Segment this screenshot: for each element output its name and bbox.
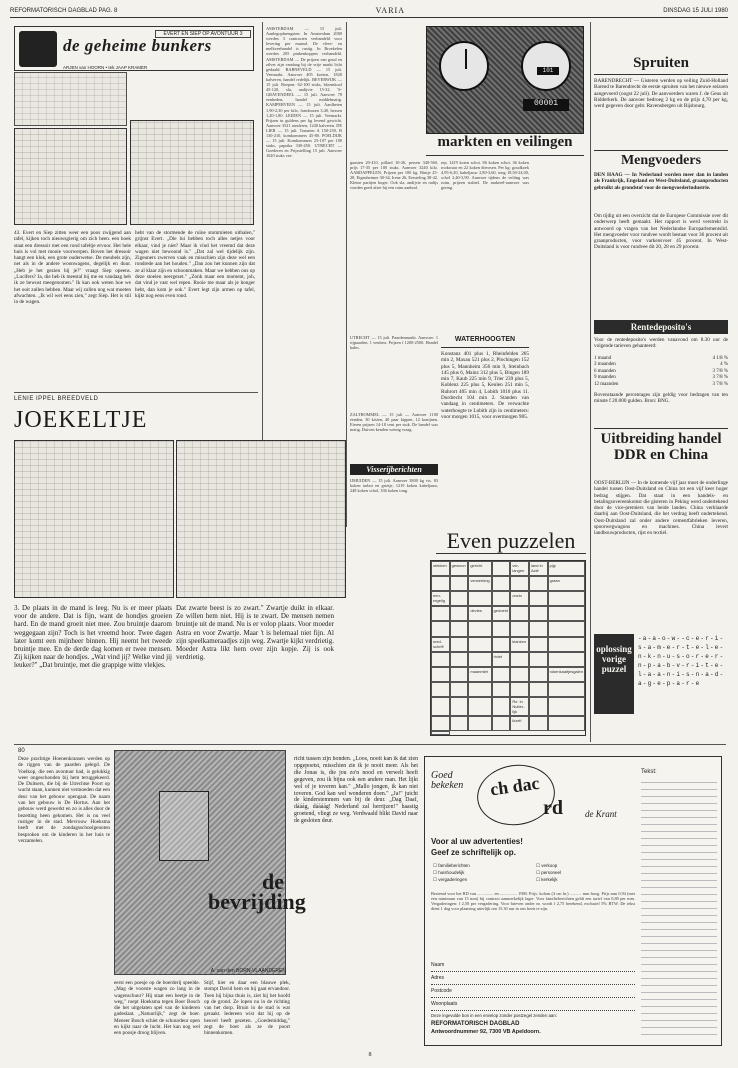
crossword-cell[interactable] <box>431 697 450 716</box>
meng-text: Om tijdig uit een overzicht dat de Europese Commissie over dit onderwerp heeft gemaakt. Het rapport is werd verstrekt in antwoord op vragen van het Nederlandse Europarlementslid. Het mengvoeder voor rundvee wordt bestaat voor 36 procent uit graanproducten, voor varkensvoer 45 procent. In West-Duitsland is voor rundvee dit 20, 28 en 29 procent. <box>594 213 728 251</box>
crossword-cell[interactable]: maanmiet <box>468 667 491 682</box>
zaltbommel-text: ZALTBOMMEL — 15 juli — Aanvoer 1100 eenden, 30 kisten, 40 paar kippen, 12 konijnen. Eieren prijzen 14-18 cent per stuk. De handel was matig. Duiven kenden weinig vraag. <box>350 412 438 433</box>
joekeltje-drawing-right <box>176 440 346 598</box>
ad-brand: ch dac <box>473 760 559 830</box>
rente-title: Rentedeposito's <box>594 320 728 334</box>
joekeltje-title: JOEKELTJE <box>14 407 148 433</box>
crossword-cell[interactable] <box>492 697 511 716</box>
masthead-date: DINSDAG 15 JULI 1980 <box>663 7 728 14</box>
rente-row: 6 maanden 3 7/8 % <box>594 368 728 374</box>
rente-intro: Voor de rentedeposito's werden vanavond om 8.30 uur de volgende tarieven gehanteerd: <box>594 337 728 350</box>
crossword-cell[interactable] <box>510 606 529 621</box>
crossword-cell[interactable] <box>431 667 450 682</box>
utrecht-text: UTRECHT — 15 juli. Paardenmarkt. Aanvoer: 1 rijpaarden, 1 veulens. Prijzen f 1200-2500. Handel kalm. <box>350 335 438 351</box>
ad-option-checkbox[interactable]: ☐ kerkelijk <box>536 877 558 882</box>
crossword-cell[interactable] <box>468 621 491 636</box>
rente-row: 9 maanden 3 7/8 % <box>594 375 728 381</box>
crossword-cell[interactable]: land in Azië <box>529 561 548 576</box>
crossword-cell[interactable] <box>450 652 469 667</box>
crossword-cell[interactable] <box>529 637 548 652</box>
markten-text-b: rep. 1419 koten schot. 86 koken schot. 36 koken rookwaar en 22 koken dierosen. Per kg: goudkoek 4,95-6,20, kabeljauw 2,80-3,60, tong 18,50-24,00, schol 2,40-3,90. Aanvoer tijdens de veiling was ruim, prijzen stabiel. De makreel-aanvoer was gering. <box>441 160 529 191</box>
crossword-cell[interactable]: gedoeld <box>492 606 511 621</box>
visserij-text: IJMUIDEN — 15 juli. Aanvoer 3800 kg vis. 83 koken tarbot en grietje, 1219 koken kabeljauw, 248 koken schol, 336 koken tong. <box>350 478 438 494</box>
crossword-cell[interactable]: gewoon <box>450 561 469 576</box>
ad-option-checkbox[interactable]: ☐ huishoudelijk <box>433 870 465 875</box>
ad-address-fields <box>431 959 635 1011</box>
bevrijding-text-left: Deze prachtige Hoenenkransen werden op de riggen van de paarden gelegd. De Voelkop, die een avontuur had, is gelukkig weer ongeschonden bij hem teruggekeerd. De Duitsers, die bij de Utrechtse Poort op wacht staan, kunnen niet vermoeden dat een deur van het gebouw opengaat. De naam van het gebouw is De Hortus. Aan het gebouw werd gewerkt en zo is alles door de bezetting heen gekomen. Het is nu veel rustiger in de stad. Mevrouw Hoeksma heeft met de zondagsschoolgenoten besproken om de kinderen in het huis te verzamelen. <box>18 756 110 844</box>
crossword-cell[interactable] <box>492 621 511 636</box>
crossword-cell[interactable] <box>529 591 548 606</box>
geheime-text-left: 43. Evert en Siep zitten weer een poos zwijgend aan tafel, kijken toch nieuwsgierig om zich heen. een hoek staat een dressoir met een rond tafeltje ervoor. Het hele huis is vol met mooie voorwerpen. Boven het dressoir hangt een klok, een grote ouderwetse. De meubels zijn, net als in de andere woonwagens, degelijk en duur. „Heb je het gezien bij je?" vraagt Siep opeens. „Lucifers? Ja, die heb ik meestal bij me en vandaag heb ik ze bewust meegenomen." Ik kan ook weten hoe we het ooit zullen hebben. Maar wij zullen nog wat moeten afwachten. „Ik wil wel eens zien," zegt Siep. Het is stil in de wagen. <box>14 230 131 306</box>
crossword-cell[interactable] <box>450 682 469 697</box>
bevrijding-number: 80 <box>18 748 25 754</box>
bevrijding-title: de bevrijding <box>208 869 306 914</box>
joekeltje-credit: LENIE IPPEL BREEDVELD <box>14 396 99 402</box>
bevrijding-credit: A. van den BORN-VLAANDEREN <box>210 968 286 974</box>
tekst-label: Tekst: <box>641 769 657 775</box>
tekst-lines[interactable] <box>641 779 717 1041</box>
crossword-cell[interactable] <box>492 637 511 652</box>
crossword-cell[interactable] <box>529 697 548 716</box>
markten-text-a: gaasten 20-410, pillard 10-26, persen 340-560, prijs 17-35 per 100 stuks. Aanvoer 3240 kilo. AARDAPPELEN. Prijzen per 100 kg. Bintje 25-28, Eigenheimer 30-34, Irene 26, Eersteling 38-42. Kleine partijen hoger. Ook sla, andijvie en radijs vonden goed afzet bij een ruim aanbod. <box>350 160 438 191</box>
bevrijding-text-right: richt tussen zijn honden. „Loos, nooit kan ik dat zien opgepoetst, misschien zie ik je nooit meer. Als het die Jonas is, die jou zo'n nood en verwelt heeft gegeven, zou ik bijna ook een andere man. Het lijkt wel of je toveren kan." „Mallo jongen, ik kan niet toveren. God kan wel wonderen doen." „Ja!" juicht de kinderstemmen van bij de deur. „Dag Daaf, dááág, dáááág! Nederland zal herrijzen!" haastig groetend, vliegt ze weg. Verdwaald blikt David naar de gesloten deur. <box>294 756 418 825</box>
rente-table <box>594 356 728 391</box>
puzzel-title: Even puzzelen <box>436 528 586 554</box>
crossword-cell[interactable] <box>450 576 469 591</box>
ad-option-checkbox[interactable]: ☐ vergaderingen <box>433 877 468 882</box>
crossword-cell[interactable] <box>510 682 529 697</box>
advertisement-form <box>424 756 722 1046</box>
joekeltje-verse-right: Dat zwarte beest is zo zwart." Zwartje duikt in elkaar. Ze willen hem niet. Hij is te zwart. De mensen nemen bruintje uit de mand. Nu is er volop plaats. Voor moeder Astra en voor Zwartje. Maar 't is helemaal niet fijn. Al zijn speelkameraadjes zijn weg. Zwartje kijkt verdrietig. Moeder Astra likt hem over zijn kopje. Zij is ook verdrietig. <box>176 604 334 662</box>
crossword-cell[interactable] <box>431 606 450 621</box>
waterhoogten-text: Konstanz 401 plus 1, Rheinfelden 265 min 2, Maxau 521 plus 2, Plochingen 152 plus 5, Mannheim 356 min 9, Steinbach 145 plus 6, Mainz 312 plus 5, Bingen 189 min 7, Kaub 225 min 9, Trier 239 plus 5, Koblenz 225 plus 5, Keulen 251 min 5, Ruhrort 405 min 4, Lobith 1010 plus 11. Dordrecht 104 min 2. Standen van vandaag in centimeters. De verwachte waterhoogte te Lobith zijn in centimeters: voor morgen 1015, voor overmorgen 985. <box>441 351 529 420</box>
crossword-cell[interactable] <box>529 667 548 682</box>
crossword-cell[interactable]: med-schrift <box>431 637 450 652</box>
spruiten-title: Spruiten <box>594 56 728 75</box>
oplossing-grid: -a-a-o-w--c-e-r-i-s-a-m-e-r-t-e-l-e-n-k-n-u-s-o-r-e-r-n-p-a-b-v-r-i-t-e-l-a-a-n-i-s-n-a-d-a-g-e-p-a-r-e <box>638 635 725 687</box>
crossword-cell[interactable] <box>548 682 585 697</box>
crossword-cell[interactable] <box>468 697 491 716</box>
crossword-cell[interactable] <box>510 576 529 591</box>
oplossing-label: oplossing vorige puzzel <box>594 634 634 714</box>
crossword-cell[interactable] <box>450 606 469 621</box>
crossword-cell[interactable] <box>510 667 529 682</box>
crossword-cell[interactable] <box>492 591 511 606</box>
ad-options <box>433 863 633 883</box>
crossword-cell[interactable] <box>529 576 548 591</box>
crossword-cell[interactable] <box>468 591 491 606</box>
geheime-episode: EVERT EN SIEP OP AVONTUUR 3 <box>155 30 251 38</box>
rente-row: 3 maanden 4 % <box>594 362 728 368</box>
ad-promo-2: Geef ze schriftelijk op. <box>431 848 516 857</box>
crossword-cell[interactable] <box>492 716 511 731</box>
crossword-cell[interactable]: een-regelig <box>431 591 450 606</box>
bevrijding-text-mid2: Stijf, hier en daar een blauwe plek, stompt David hem en hij gaat ervandoor. Toen hij bijna thuis is, ziet hij het hoofd op de grond. Ze lopen nu in de richting van het dorp. Bruin in de stad is wat geraakt. Iedereen wist dat hij op de heuvel heeft gezeten. „Goedemiddag," zegt de boer als ze de poort binnenkomen. <box>204 980 290 1037</box>
ad-promo-1: Voor al uw advertenties! <box>431 837 523 846</box>
crossword-cell[interactable]: devies <box>468 606 491 621</box>
crossword-cell[interactable] <box>468 652 491 667</box>
crossword-cell[interactable] <box>450 591 469 606</box>
markten-title: markten en veilingen <box>426 134 584 156</box>
clock-dial-icon <box>439 41 489 91</box>
crossword-cell[interactable] <box>492 667 511 682</box>
bunker-illustration-icon <box>19 31 57 67</box>
bevrijding-text-mid: eerst een poesje op de boerderij speelde. „Mag de voorste wagen zo lang in de wagenschuur? Hij staat een beetje in de weg," roept Hoeksma tegen Boer Bosch die het uitgelaten spel van de kinderen gadeslaat. „Natuurlijk," zegt de boer. Meneer Bosch schiet de schuurdeur open en kijkt naar de lucht. Het kan nog wel een poosje droog blijven. <box>114 980 200 1037</box>
ad-head: Goed bekeken <box>431 770 464 791</box>
crossword-cell[interactable]: stekken <box>431 561 450 576</box>
crossword-cell[interactable] <box>548 606 585 621</box>
crossword-cell[interactable] <box>529 652 548 667</box>
markten-photo <box>426 26 584 134</box>
visserij-title: Visserijberichten <box>350 464 438 475</box>
geheime-header <box>14 26 254 71</box>
crossword-cell[interactable]: Re. in Nutter-lijk <box>510 697 529 716</box>
meng-lead: DEN HAAG — In Nederland worden meer dan in landen als Frankrijk, Engeland en West-Duitsland, graanproducten gebruikt als grondstof voor de mengvoederindustrie. <box>594 172 728 191</box>
crossword-cell[interactable] <box>548 697 585 716</box>
meng-title: Mengvoeders <box>594 150 728 169</box>
ad-krant: de Krant <box>585 809 617 819</box>
crossword-cell[interactable] <box>492 576 511 591</box>
city-field[interactable]: Woonplaats <box>431 998 635 1011</box>
crossword-cell[interactable]: rokenkaaltjesgalen <box>548 667 585 682</box>
ddr-title: Uitbreiding handel DDR en China <box>594 428 728 464</box>
ad-footer-1: Deze ingevulde bon in een envelop zonder postzegel zenden aan: <box>431 1013 557 1018</box>
crossword-cell[interactable]: gericht <box>468 561 491 576</box>
name-field[interactable]: Naam <box>431 959 635 972</box>
masthead-paper: REFORMATORISCH DAGBLAD PAG. 8 <box>10 7 118 14</box>
crossword-cell[interactable] <box>450 716 469 731</box>
crossword-cell[interactable] <box>529 682 548 697</box>
crossword-cell[interactable] <box>450 621 469 636</box>
crossword-cell[interactable] <box>431 621 450 636</box>
crossword-cell[interactable]: pijp <box>548 561 585 576</box>
rente-foot: Bovenstaande percentages zijn geldig voor bedragen van ten minste f 20.000 gulden. Bron: BNG. <box>594 392 728 405</box>
geheime-title: de geheime bunkers <box>63 36 212 55</box>
ad-form-text: Bestemd voor het RD van ............... en ................ 1980. Prijs: kolom (4 cm br.) ........... mm hoog. Prijs mm 0,94 (met een minimum van 15 mm) bij contract aanmerkelijk lager. Voor familieberichten geldt een tarief van 0,80 per mm. Vergaderingen: f 2,50 per vergadering. Voor brieven onder nr. wordt f 2,75 berekend, exclusief 5% BTW. De tekst dient 1 dag voor plaatsing uiterlijk om 15.30 uur in ons bezit te zijn. <box>431 891 635 912</box>
digit-counter: 00001 <box>523 99 569 111</box>
crossword-cell[interactable] <box>468 682 491 697</box>
crossword-cell[interactable] <box>510 652 529 667</box>
masthead-bar <box>10 4 728 18</box>
masthead-section: VARIA <box>375 6 405 15</box>
crossword-cell[interactable] <box>431 731 450 735</box>
bevrijding-drawing <box>114 750 306 975</box>
crossword-cell[interactable] <box>548 637 585 652</box>
crossword-cell[interactable]: klanken <box>510 637 529 652</box>
markets-column-text: AMSTERDAM — 15 juli. Aanlegopbrengsten: In Amsterdam 2000 werden 3 contracten verhandeld voor levering per maand. De vlees- en melkveehandel is rustig. In Broekelen werden 205 pinkenkoppen verhandeld. AMSTERDAM — De prijzen van goud en zilver zijn vandaag bij de vrije markt licht gedaald. BARNEVELD — 15 juli. Veemarkt. Aanvoer 405 koeien, 1820 kalveren, handel redelijk. BEVERWIJK — 15 juli. Boepen: 62-100 stuks, bloemkool 45-120, sla, andijvie 15-32. 'S-GRAVENDEEL — 15 juli. Aanvoer 78 eenheden, handel middelmatig. KAMPERVEEN — 15 juli. Aardbeien 1,90-2,30 per kilo, frambozen 3,40, bessen 1,20-1,80. LEIDEN — 15 juli. Veemarkt. Prijzen in guldens per kg levend gewicht. Aanvoer 3521 runderen, 1240 kalveren. DE LIER — 15 juli. Tomaten A 150-250, B 130-210, komkommers 45-80. POELDIJK — 15 juli. Komkommers 25-107 per 100 stuks, paprika 330-450. UTRECHT — Goederen en Prijsstelling 15 juli. Aanvoer 1020 stuks vee. <box>266 26 342 159</box>
crossword-cell[interactable]: onzin <box>510 591 529 606</box>
spruiten-text: BARENDRECHT — Gisteren werden op veiling Zuid-Holland Barend te Barendrecht de eerste spruiten van het nieuwe seizoen aangevoerd (oogst 22 juli). De aanvoerders waren J. de Geus uit Ridderkerk. De aanvoer bedroeg 2 kg en de prijs 4,70 per kg, werd gegeven door gebr. Ravensbergen uit Rijsbourg. <box>594 78 728 110</box>
ad-option-checkbox[interactable]: ☐ personeel <box>536 870 562 875</box>
crossword-cell[interactable]: verwerking <box>468 576 491 591</box>
ad-footer-3: Antwoordnummer 92, 7300 VB Apeldoorn. <box>431 1029 541 1035</box>
window-icon <box>159 791 209 861</box>
crossword-cell[interactable] <box>548 652 585 667</box>
crossword-cell[interactable]: ikzelf <box>510 716 529 731</box>
ad-footer-2: REFORMATORISCH DAGBLAD <box>431 1021 520 1027</box>
crossword-cell[interactable] <box>492 682 511 697</box>
crossword-cell[interactable] <box>450 637 469 652</box>
joekeltje-drawing-left <box>14 440 174 598</box>
crossword-cell[interactable] <box>450 667 469 682</box>
crossword-cell[interactable] <box>529 716 548 731</box>
joekeltje-verse-left: 3. De plaats in de mand is leeg. Nu is er meer plaats voor de andere. Dat is fijn, want de hondjes groeien hard. En de mand groeit niet mee. Zou bruintje daarom weggegaan zijn? Toch is het vreemd hoor. Twee dagen later komt een mijnheer binnen. Hij neemt het tweede bruintje mee. En de derde dag komen er twee mensen. Zij kijken naar de hondjes. „Wat vind jij? Welke vind jij leuker?" „Dat bruintje, met die grappige witte vlekjes. <box>14 604 172 670</box>
weighing-dial-icon: 101 <box>521 41 571 91</box>
geheime-credit: ARJEN van HOORN • tek JAAP KRAMER <box>63 65 148 70</box>
crossword-cell[interactable] <box>548 716 585 731</box>
crossword-cell[interactable] <box>450 697 469 716</box>
rente-row: 12 maanden 3 7/8 % <box>594 381 728 387</box>
crossword-cell[interactable] <box>510 621 529 636</box>
geheime-drawing-top <box>14 72 127 126</box>
address-field[interactable]: Adres <box>431 972 635 985</box>
crossword-cell[interactable]: graan <box>548 576 585 591</box>
crossword-cell[interactable] <box>529 606 548 621</box>
postcode-field[interactable]: Postcode <box>431 985 635 998</box>
ad-rd: rd <box>543 797 563 819</box>
crossword-cell[interactable] <box>529 621 548 636</box>
geheime-drawing-left <box>14 128 127 225</box>
waterhoogten-title: WATERHOOGTEN <box>441 336 529 348</box>
geheime-text-right: hebt van de stormende de ruïne stommieten uithalen," grijnst Evert. „Die lui hebben toch alles netjes voor elkaar, vind je niet? Maar ik vind het vreemd dat deze wagen niet bewoond is." „Dat zal wel tijdelijk zijn. Zigeuners zwerven vaak en misschien zijn deze wel een rondrede aan het houden." „Dan zou het kunnen zijn dat ze al klaar zijn en schoonmaken. Maar we hebben ons op deze stoelen neergezet." „Zonk maar een moment, joh, dat vind je vast wel repen. Rooie me maar als je honger hebt, dan kom je ook." Evert legt zijn armen op tafel, kijkt nog eens even rond. <box>135 230 255 299</box>
crossword-cell[interactable] <box>468 637 491 652</box>
crossword-cell[interactable] <box>431 652 450 667</box>
crossword-cell[interactable] <box>468 716 491 731</box>
ad-option-checkbox[interactable]: ☐ familieberichten <box>433 863 470 868</box>
rente-row: 1 maand 4 1/8 % <box>594 356 728 361</box>
crossword-cell[interactable] <box>548 591 585 606</box>
crossword-cell[interactable] <box>548 621 585 636</box>
crossword-cell[interactable] <box>431 682 450 697</box>
ad-option-checkbox[interactable]: ☐ verkoop <box>536 863 558 868</box>
page-number: 8 <box>368 1052 372 1058</box>
crossword-cell[interactable] <box>431 576 450 591</box>
geheime-drawing-right <box>130 120 254 225</box>
crossword-cell[interactable] <box>431 716 450 731</box>
crossword-cell[interactable]: riviet <box>492 652 511 667</box>
crossword-cell[interactable] <box>492 561 511 576</box>
crossword-cell[interactable]: ver-langen <box>510 561 529 576</box>
crossword-grid <box>430 560 586 736</box>
ddr-text: OOST-BERLIJN — In de komende vijf jaar moet de onderlinge handel tussen Oost-Duitsland en China tot een vijf keer hoger bedrag stijgen. Dat staat in een handels- en betalingsovereenkomst die gisteren in Peking werd ondertekend door de vice-premiers van beide landen. China verklaarde daarbij aan Oost-Duitsland, die het verdrag heeft ondertekend. Oost-Duitsland zal onder andere cementfabrieken leveren, spoorwegwagons en machines. China levert landbouwproducten, rijst en textiel. <box>594 480 728 537</box>
